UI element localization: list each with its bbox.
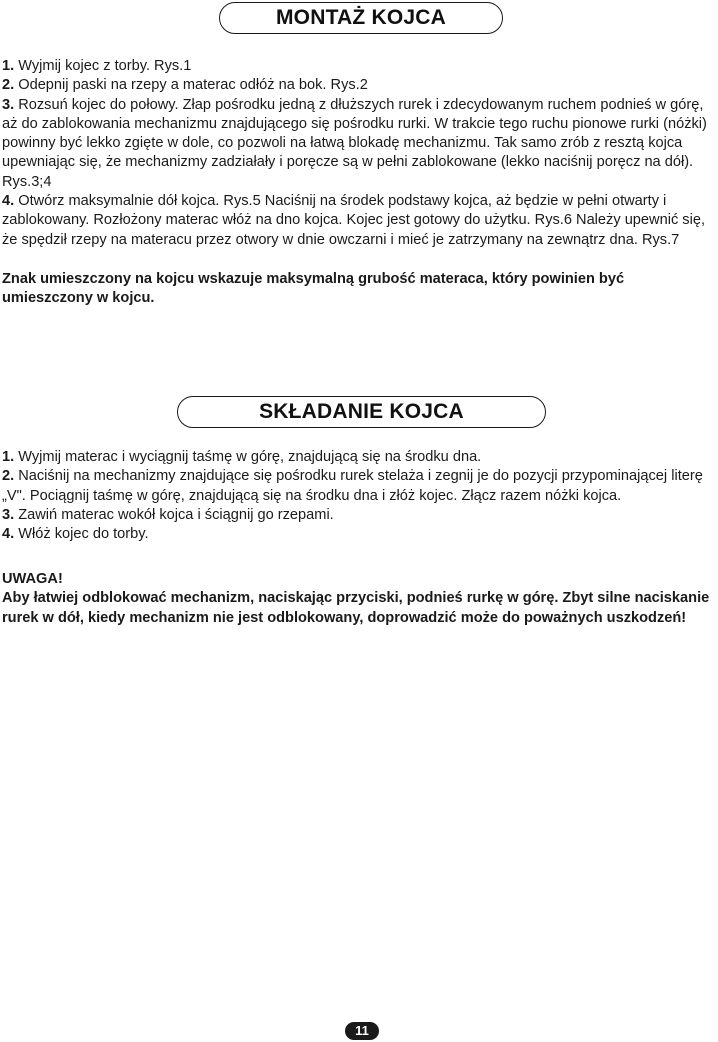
montaz-step-1 — [2, 57, 716, 76]
montaz-steps-list — [2, 57, 716, 250]
step-number: 1. — [2, 58, 15, 74]
step-number: 4. — [2, 526, 15, 543]
step-text: Otwórz maksymalnie dół kojca. Rys.5 Naciśnij na środek podstawy kojca, aż będzie w pełni otwarty i zablokowany. Rozłożony materac włóż na dno kojca. Kojec jest gotowy do użytku. Rys.6 Należy upewnić się, że spędził rzepy na materacu przez otwory w dnie owczarni i mieć je zatrzymany na zewnątrz dna. Rys.7 — [2, 193, 706, 248]
step-number: 2. — [2, 77, 15, 94]
warning-text: Aby łatwiej odblokować mechanizm, naciskając przyciski, podnieś rurkę w górę. Zbyt silne naciskanie rurek w dół, kiedy mechanizm nie jest odblokowany, doprowadzić może do poważnych uszkodzeń! — [2, 590, 710, 626]
step-text: Włóż kojec do torby. — [14, 526, 149, 543]
montaz-section-title: MONTAŻ KOJCA — [219, 2, 503, 34]
page-number-badge: 11 — [345, 1022, 379, 1040]
montaz-step-2 — [2, 76, 716, 95]
step-text: Wyjmij materac i wyciągnij taśmę w górę, znajdującą się na środku dna. — [14, 449, 482, 465]
step-number: 1. — [2, 449, 15, 465]
skladanie-section-title: SKŁADANIE KOJCA — [177, 396, 546, 428]
skladanie-step-3 — [2, 506, 716, 525]
montaz-step-3 — [2, 96, 716, 192]
step-text: Odepnij paski na rzepy a materac odłóż na bok. Rys.2 — [14, 77, 368, 94]
skladanie-step-2 — [2, 467, 716, 506]
step-number: 2. — [2, 468, 15, 485]
step-number: 4. — [2, 193, 15, 210]
step-text: Wyjmij kojec z torby. Rys.1 — [14, 58, 192, 74]
step-text: Naciśnij na mechanizmy znajdujące się pośrodku rurek stelaża i zegnij je do pozycji przypominającej literę „V". Pociągnij taśmę w górę, znajdującą się na środku dna i złóż kojec. Złącz razem nóżki kojca. — [2, 468, 703, 504]
step-text: Zawiń materac wokół kojca i ściągnij go rzepami. — [14, 506, 334, 523]
step-number: 3. — [2, 506, 15, 523]
warning-heading: UWAGA! — [2, 571, 63, 587]
montaz-step-4 — [2, 192, 716, 250]
skladanie-step-1 — [2, 448, 716, 467]
step-number: 3. — [2, 96, 15, 113]
mattress-thickness-note: Znak umieszczony na kojcu wskazuje maksymalną grubość materaca, który powinien być umieszczony w kojcu. — [2, 271, 625, 307]
skladanie-step-4 — [2, 525, 716, 544]
skladanie-steps-list — [2, 448, 716, 544]
step-text: Rozsuń kojec do połowy. Złap pośrodku jedną z dłuższych rurek i zdecydowanym ruchem podnieś w górę, aż do zablokowania mechanizmu znajdującego się pośrodku rurki. W trakcie tego ruchu pionowe rurki (nóżki) powinny być lekko zgięte w dole, co pozwoli na łatwą blokadę mechanizmu. Tak samo zrób z resztą kojca upewniając się, że mechanizmy zadziałały i poręcze są w pełni zablokowane (lekko naciśnij poręcz na dół). Rys.3;4 — [2, 96, 707, 190]
warning-block — [2, 570, 716, 628]
